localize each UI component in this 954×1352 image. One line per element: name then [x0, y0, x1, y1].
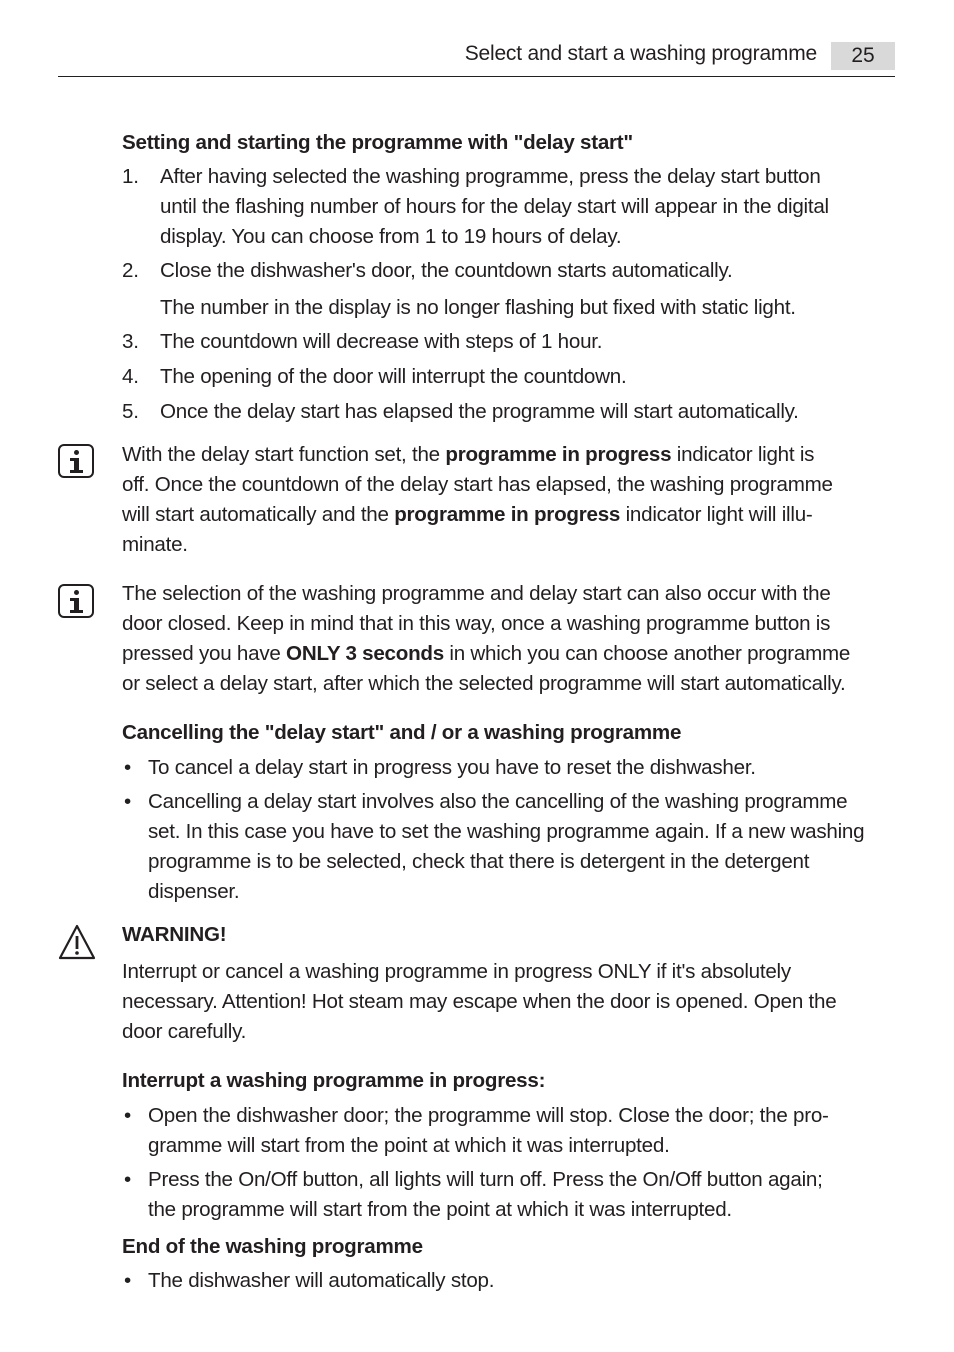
text-line: The countdown will decrease with steps of 1 hour.: [160, 330, 603, 353]
text-line: The number in the display is no longer flashing but fixed with static light.: [160, 296, 796, 319]
page-header: [58, 40, 895, 77]
list-item-continuation: [122, 293, 898, 323]
list-number: 5.: [122, 400, 139, 423]
text-line: pressed you have ONLY 3 seconds in which you can choose another programme: [122, 642, 851, 665]
main-content: [122, 128, 898, 1296]
section-heading: Setting and starting the programme with "delay start": [122, 131, 633, 154]
text-line: minate.: [122, 533, 188, 556]
text-line: or select a delay start, after which the selected programme will start automatically.: [122, 672, 846, 695]
page-number: 25: [831, 42, 895, 70]
text-line: off. Once the countdown of the delay start has elapsed, the washing programme: [122, 473, 833, 496]
header-title: Select and start a washing programme: [464, 42, 817, 65]
text-line: Close the dishwasher's door, the countdown starts automatically.: [160, 259, 733, 282]
list-item: [122, 256, 898, 286]
list-item: [122, 1165, 898, 1225]
bullet-icon: •: [124, 756, 131, 779]
section-heading: Cancelling the "delay start" and / or a washing programme: [122, 721, 682, 744]
list-item: [122, 787, 898, 907]
bullet-icon: •: [124, 1104, 131, 1127]
text-line: The dishwasher will automatically stop.: [148, 1269, 495, 1292]
text-line: After having selected the washing programme, press the delay start button: [160, 165, 821, 188]
text-line: until the flashing number of hours for the delay start will appear in the digital: [160, 195, 829, 218]
bullet-list: [122, 1266, 898, 1296]
warning-triangle-icon: [58, 924, 96, 960]
text-line: door carefully.: [122, 1020, 247, 1043]
text-line: set. In this case you have to set the washing programme again. If a new washing: [148, 820, 865, 843]
text-line: The selection of the washing programme and delay start can also occur with the: [122, 582, 831, 605]
list-item: [122, 1266, 898, 1296]
list-item: [122, 397, 898, 427]
warning-text: [122, 957, 898, 1047]
info-icon: [58, 444, 94, 478]
text-line: will start automatically and the programme in progress indicator light will illu-: [122, 503, 813, 526]
bullet-list: [122, 1101, 898, 1225]
info-icon: [58, 584, 94, 618]
bullet-icon: •: [124, 1168, 131, 1191]
text-line: Cancelling a delay start involves also the cancelling of the washing programme: [148, 790, 848, 813]
text-line: Open the dishwasher door; the programme will stop. Close the door; the pro-: [148, 1104, 829, 1127]
text-line: door closed. Keep in mind that in this way, once a washing programme button is: [122, 612, 831, 635]
list-number: 4.: [122, 365, 139, 388]
bullet-list: [122, 753, 898, 907]
info-note: [122, 440, 898, 560]
text-line: dispenser.: [148, 880, 240, 903]
text-line: With the delay start function set, the programme in progress indicator light is: [122, 443, 815, 466]
bullet-icon: •: [124, 1269, 131, 1292]
text-line: The opening of the door will interrupt the countdown.: [160, 365, 627, 388]
text-line: Press the On/Off button, all lights will turn off. Press the On/Off button again;: [148, 1168, 823, 1191]
list-item: [122, 1101, 898, 1161]
text-line: programme is to be selected, check that there is detergent in the detergent: [148, 850, 810, 873]
list-number: 3.: [122, 330, 139, 353]
text-line: display. You can choose from 1 to 19 hours of delay.: [160, 225, 622, 248]
text-line: the programme will start from the point at which it was interrupted.: [148, 1198, 732, 1221]
warning-heading: WARNING!: [122, 923, 227, 946]
list-item: [122, 753, 898, 783]
list-item: [122, 362, 898, 392]
text-line: Once the delay start has elapsed the programme will start automatically.: [160, 400, 799, 423]
section-heading: End of the washing programme: [122, 1235, 423, 1258]
list-item: [122, 162, 898, 252]
info-note: [122, 579, 898, 699]
text-line: To cancel a delay start in progress you have to reset the dishwasher.: [148, 756, 756, 779]
list-number: 2.: [122, 259, 139, 282]
list-number: 1.: [122, 165, 139, 188]
section-heading: Interrupt a washing programme in progress:: [122, 1069, 546, 1092]
numbered-list: [122, 162, 898, 427]
text-line: necessary. Attention! Hot steam may escape when the door is opened. Open the: [122, 990, 837, 1013]
bullet-icon: •: [124, 790, 131, 813]
list-item: [122, 327, 898, 357]
text-line: gramme will start from the point at which it was interrupted.: [148, 1134, 670, 1157]
text-line: Interrupt or cancel a washing programme in progress ONLY if it's absolutely: [122, 960, 791, 983]
